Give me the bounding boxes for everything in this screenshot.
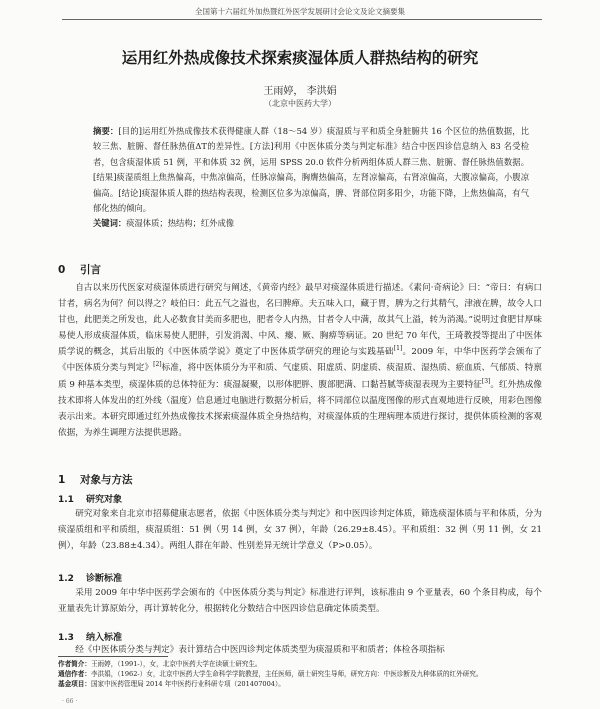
section-heading-methods bbox=[58, 472, 133, 487]
footnote-label: 通信作者： bbox=[58, 670, 91, 679]
subsection-title: 诊断标准 bbox=[86, 574, 123, 584]
keywords-label: 关键词： bbox=[93, 218, 127, 229]
footnote-text: 国家中医药管理局 2014 年中医药行业科研专项（201407004）。 bbox=[90, 680, 285, 689]
abstract-text: [目的]运用红外热成像技术获得健康人群（18～54 岁）痰湿质与平和质全身脏腑共 16 个区位的热值数据，比较三焦、脏腑、督任脉热值ΔT的差异性。[方法]利用《中医体质分类与判定标准》结合中医四诊信息纳入 83 名受检者，包含痰湿体质 51 例，平和体质 32 例，运用 SPSS 20.0 软件分析两组体质人群三焦、脏腑、督任脉热值数据。[结果]痰湿质组上焦热偏高，中焦凉偏高，任脉凉偏高，胸膺热偏高，左肾凉偏高，右肾凉偏高，大腹凉偏高，小腹凉偏高。[结论]痰湿体质人群的热结构表现，检测区位多为凉偏高，脾、肾部位阴多阳少，功能下降，上焦热偏高，有气郁化热的倾向。 bbox=[93, 126, 529, 214]
keywords-text: 痰湿体质；热结构；红外成像 bbox=[126, 218, 235, 229]
citation-1: [1] bbox=[393, 345, 403, 353]
intro-text-b: 。2009 年，中华中医药学会颁布了《中医体质分类与判定》 bbox=[58, 347, 542, 374]
header-rule bbox=[62, 19, 542, 20]
subsection-heading-criteria bbox=[58, 571, 122, 584]
citation-3: [3] bbox=[481, 377, 491, 385]
subsection-title: 纳入标准 bbox=[86, 633, 123, 643]
section-number: 0 bbox=[58, 264, 66, 276]
abstract-body bbox=[93, 124, 529, 216]
authors: 王雨婷， 李洪娟 bbox=[263, 86, 337, 97]
footnote-label: 作者简介： bbox=[58, 660, 91, 668]
running-header: 全国第十六届红外加热暨红外医学发展研讨会论文及论文摘要集 bbox=[195, 7, 405, 16]
footnote-funding bbox=[58, 679, 548, 689]
footnote-text: 李洪娟，（1962-）女，北京中医药大学生命科学学院教授，主任医师，硕士研究生导师，研究方向：中医诊断及九种体质的红外研究。 bbox=[90, 670, 483, 679]
abstract bbox=[93, 124, 529, 232]
inclusion-paragraph: 经《中医体质分类与判定》表计算结合中医四诊判定体质类型为痰湿质和平和质者；体检各项指标 bbox=[75, 645, 445, 655]
intro-text-c: 标准，将中医体质分为平和质、气虚质、阳虚质、阴虚质、痰湿质、湿热质、瘀血质、气郁质、特禀质 9 种基本类型，痰湿体质的总体特征为：痰湿凝聚，以形体肥胖、腹部肥满、口黏苔腻等痰湿表现为主要特征 bbox=[58, 363, 542, 390]
subsection-number: 1.1 bbox=[58, 495, 74, 505]
footnote-author bbox=[58, 659, 548, 669]
paper-title: 运用红外热成像技术探索痰湿体质人群热结构的研究 bbox=[121, 49, 479, 67]
subsection-number: 1.3 bbox=[58, 633, 74, 643]
abstract-label: 摘要： bbox=[93, 126, 119, 136]
footnote-rule bbox=[58, 656, 168, 657]
intro-paragraph bbox=[58, 280, 542, 441]
section-title: 对象与方法 bbox=[80, 474, 133, 486]
section-number: 1 bbox=[58, 474, 66, 486]
footnote-correspondence bbox=[58, 669, 548, 679]
criteria-paragraph: 采用 2009 年中华中医药学会颁布的《中医体质分类与判定》标准进行评判，该标准由 9 个亚量表，60 个条目构成，每个亚量表先计算原始分，再计算转化分，根据转化分数结合中医四诊信息确定体质类型。 bbox=[58, 588, 542, 615]
affiliation: （北京中医药大学） bbox=[264, 99, 336, 108]
intro-text-a: 自古以来历代医家对痰湿体质进行研究与阐述，《黄帝内经》最早对痰湿体质进行描述。《素问·奇病论》曰：“帝曰：有病口甘者，病名为何？何以得之？岐伯曰：此五气之溢也，名曰脾瘅。夫五味入口，藏于胃，脾为之行其精气，津液在脾，故令人口甘也，此肥美之所发也，此人必数食甘美而多肥也，肥者令人内热，甘者令人中满，故其气上溢，转为消渴。”说明过食肥甘厚味易使人形成痰湿体质，临床易使人肥胖，引发消渴、中风、瘿、厥、胸痹等病证。20 世纪 70 年代，王琦教授等提出了中医体质学说的概念，其后出版的《中医体质学说》奠定了中医体质学研究的理论与实践基础 bbox=[58, 283, 542, 358]
keywords bbox=[93, 216, 529, 231]
subsection-title: 研究对象 bbox=[86, 495, 123, 505]
citation-2: [2] bbox=[153, 361, 162, 369]
intro-text-d: 。红外热成像技术即将人体发出的红外线（温度）信息通过电脑进行数据分析后，将不同部位以温度图像的形式直观地进行反映，用彩色图像表示出来。本研究即通过红外热成像技术探索痰湿体质全身热结构，对痰湿体质的生理病理本质进行探讨，提供体质检测的客观依据，为养生调理方法提供思路。 bbox=[58, 379, 542, 438]
subjects-paragraph: 研究对象来自北京市招募健康志愿者，依据《中医体质分类与判定》和中医四诊判定体质，筛选痰湿体质与平和体质，分为痰湿质组和平和质组，痰湿质组：51 例（男 14 例，女 37 例），年龄（26.29±8.45）。平和质组：32 例（男 11 例，女 21 例），年龄（23.88±4.34）。两组人群在年龄、性别差异无统计学意义（P>0.05）。 bbox=[58, 509, 542, 552]
footnotes bbox=[58, 659, 548, 690]
page-number: · 66 · bbox=[62, 698, 78, 705]
subsection-heading-subjects bbox=[58, 492, 122, 505]
section-title: 引言 bbox=[80, 264, 101, 276]
footnote-label: 基金项目： bbox=[58, 680, 91, 689]
subsection-number: 1.2 bbox=[58, 574, 74, 584]
section-heading-intro bbox=[58, 262, 101, 277]
footnote-text: 王雨婷，（1991-），女，北京中医药大学在读硕士研究生。 bbox=[90, 660, 262, 668]
